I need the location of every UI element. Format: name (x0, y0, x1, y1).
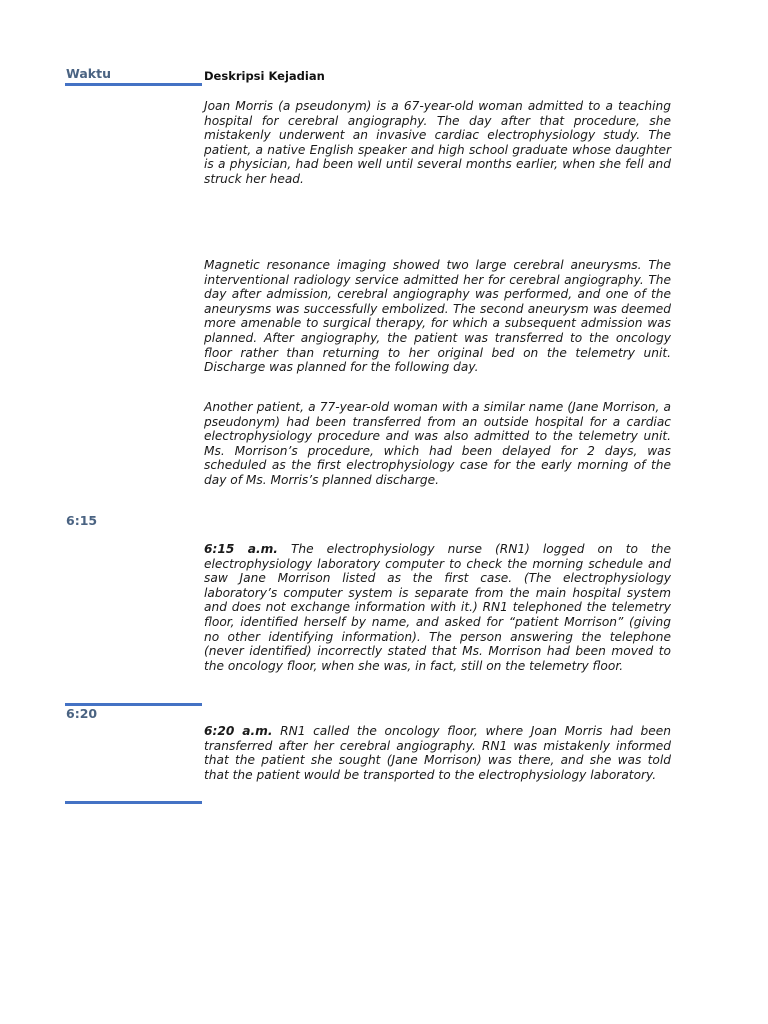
description-column-header: Deskripsi Kejadian (204, 69, 325, 83)
time-label-615: 6:15 (66, 513, 98, 528)
paragraph-imaging (204, 258, 671, 375)
header-rule (65, 83, 202, 86)
bottom-rule (65, 801, 202, 804)
paragraph-text: Another patient, a 77-year-old woman with a similar name (Jane Morrison, a pseudonym) had been transferred from an outside hospital for a cardiac electrophysiology procedure and was also admitted to the telemetry unit. Ms. Morrison’s procedure, which had been delayed for 2 days, was scheduled as the first electrophysiology case for the early morning of the day of Ms. Morris’s planned discharge. (204, 400, 671, 487)
paragraph-615 (204, 542, 671, 673)
paragraph-620 (204, 724, 671, 782)
time-label-620: 6:20 (66, 706, 98, 721)
paragraph-text: Magnetic resonance imaging showed two large cerebral aneurysms. The interventional radiology service admitted her for cerebral angiography. The day after admission, cerebral angiography was performed, and one of the aneurysms was successfully embolized. The second aneurysm was deemed more amenable to surgical therapy, for which a subsequent admission was planned. After angiography, the patient was transferred to the oncology floor rather than returning to her original bed on the telemetry unit. Discharge was planned for the following day. (204, 258, 671, 375)
paragraph-text: RN1 called the oncology floor, where Joan Morris had been transferred after her cerebral angiography. RN1 was mistakenly informed that the patient she sought (Jane Morrison) was there, and she was told that the patient would be transported to the electrophysiology laboratory. (204, 724, 671, 782)
paragraph-time-lead: 6:15 a.m. (204, 542, 278, 556)
paragraph-other-patient (204, 400, 671, 488)
paragraph-text: The electrophysiology nurse (RN1) logged on to the electrophysiology laboratory computer to check the morning schedule and saw Jane Morrison listed as the first case. (The electrophysiology laboratory’s computer system is separate from the main hospital system and does not exchange information with it.) RN1 telephoned the telemetry floor, identified herself by name, and asked for “patient Morrison” (giving no other identifying information). The person answering the telephone (never identified) incorrectly stated that Ms. Morrison had been moved to the oncology floor, when she was, in fact, still on the telemetry floor. (204, 542, 671, 673)
paragraph-text: Joan Morris (a pseudonym) is a 67-year-old woman admitted to a teaching hospital for cerebral angiography. The day after that procedure, she mistakenly underwent an invasive cardiac electrophysiology study. The patient, a native English speaker and high school graduate whose daughter is a physician, had been well until several months earlier, when she fell and struck her head. (204, 99, 671, 186)
paragraph-intro (204, 99, 671, 187)
paragraph-time-lead: 6:20 a.m. (204, 724, 273, 738)
time-column-header: Waktu (66, 66, 111, 81)
